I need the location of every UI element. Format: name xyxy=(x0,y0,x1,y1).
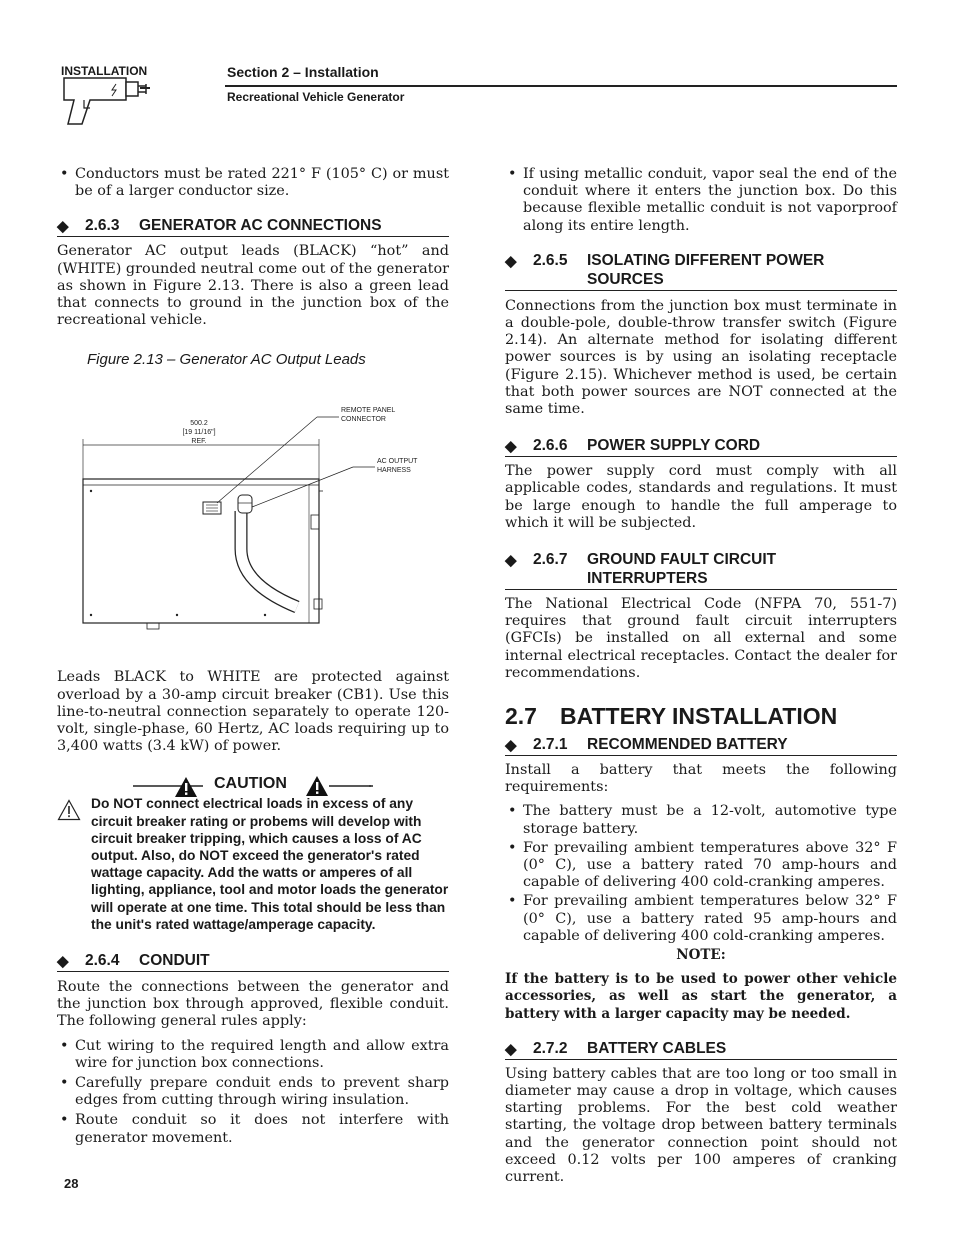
remote-panel-label-2: CONNECTOR xyxy=(341,416,386,424)
paragraph-2-7-2: Using battery cables that are too long or too small in diameter may cause a drop in voltage, which causes starting problems. For the best cold weather starting, the voltage drop between battery terminals and the generator connection point should not exceed 0.12 volts per 100 amperes of cranking current. xyxy=(505,1065,897,1185)
list-item: • Route conduit so it does not interfere with generator movement. xyxy=(57,1112,449,1146)
heading-2-6-4 xyxy=(57,951,449,972)
heading-2-6-5 xyxy=(505,251,897,291)
header-rule xyxy=(225,85,897,87)
heading-title: GENERATOR AC CONNECTIONS xyxy=(139,217,382,235)
figure-2-13-diagram xyxy=(57,379,449,641)
list-item: • Cut wiring to the required length and allow extra wire for junction box connections. xyxy=(57,1038,449,1072)
bullet-list-top-left xyxy=(57,166,449,200)
heading-title: GROUND FAULT CIRCUIT xyxy=(587,551,777,569)
note-body: If the battery is to be used to power other vehicle accessories, as well as start the generator, a battery with a larger capacity may be needed. xyxy=(505,971,897,1022)
warning-text: Do NOT connect electrical loads in excess of any circuit breaker rating or probems will develop with circuit breaker tripping, which causes a loss of AC output. Also, do NOT exceed the generator's rated wattage capacity. Add the watts or amperes of all lighting, appliance, tool and motor loads the generator will operate at one time. This total should be less than the unit's rated wattage/amperage capacity. xyxy=(91,796,449,932)
left-column xyxy=(57,166,449,1147)
diamond-icon: ◆ xyxy=(505,1040,517,1058)
dimension-label-3: REF. xyxy=(191,438,207,446)
paragraph-2-6-7: The National Electrical Code (NFPA 70, 551-7) requires that ground fault circuit interrupters (GFCIs) be installed on all external and some internal electrical receptacles. Contact the dealer for recommendations. xyxy=(505,596,897,681)
heading-number: 2.7 xyxy=(505,703,537,730)
paragraph-2-6-3: Generator AC output leads (BLACK) “hot” and (WHITE) grounded neutral come out of the generator as shown in Figure 2.13. There is also a green lead that connects to ground in the junction box of the recreational vehicle. xyxy=(57,243,449,329)
section-title: Section 2 – Installation xyxy=(227,64,379,80)
heading-number: 2.6.5 xyxy=(533,251,568,269)
heading-title: ISOLATING DIFFERENT POWER xyxy=(587,251,825,269)
list-item: • For prevailing ambient temperatures below 32° F (0° C), use a battery rated 95 amp-hours and capable of delivering 400 cold-cranking amperes. xyxy=(505,893,897,945)
remote-panel-label-1: REMOTE PANEL xyxy=(341,407,396,415)
page-number: 28 xyxy=(64,1176,79,1191)
paragraph-2-7-1: Install a battery that meets the following requirements: xyxy=(505,762,897,796)
heading-number: 2.6.6 xyxy=(533,437,568,455)
installation-tag: INSTALLATION xyxy=(61,64,148,78)
paragraph-2-6-6: The power supply cord must comply with all applicable codes, standards and regulations. It must be large enough to handle the full amperage to which it will be subjected. xyxy=(505,463,897,531)
heading-number: 2.7.2 xyxy=(533,1039,568,1057)
drill-icon xyxy=(60,74,152,128)
heading-2-7 xyxy=(505,702,897,730)
diamond-icon: ◆ xyxy=(505,252,517,270)
heading-number: 2.6.7 xyxy=(533,551,568,569)
list-item: • The battery must be a 12-volt, automotive type storage battery. xyxy=(505,803,897,837)
diamond-icon: ◆ xyxy=(505,438,517,456)
list-item: • Carefully prepare conduit ends to prevent sharp edges from cutting through wiring insulation. xyxy=(57,1075,449,1109)
heading-2-7-1 xyxy=(505,735,897,756)
heading-title: BATTERY INSTALLATION xyxy=(560,703,838,730)
list-item: • Conductors must be rated 221° F (105° C) or must be of a larger conductor size. xyxy=(57,166,449,200)
heading-number: 2.6.3 xyxy=(85,217,120,235)
list-item: • For prevailing ambient temperatures above 32° F (0° C), use a battery rated 70 amp-hours and capable of delivering 400 cold-cranking amperes. xyxy=(505,840,897,892)
diamond-icon: ◆ xyxy=(57,953,69,971)
heading-title-line-2: INTERRUPTERS xyxy=(587,570,708,588)
dimension-label-1: 500.2 xyxy=(190,420,208,428)
dimension-label-2: [19 11/16"] xyxy=(182,429,216,437)
bullet-list-top-right xyxy=(505,166,897,235)
heading-title-line-2: SOURCES xyxy=(587,270,664,288)
heading-2-7-2 xyxy=(505,1039,897,1060)
ac-output-label-1: AC OUTPUT xyxy=(377,458,418,466)
list-item: • If using metallic conduit, vapor seal the end of the conduit where it enters the junction box. Do this because flexible metallic conduit is not vaporproof along its entire length. xyxy=(505,166,897,235)
heading-2-6-6 xyxy=(505,436,897,457)
heading-title: BATTERY CABLES xyxy=(587,1039,727,1057)
bullet-list-2-7-1 xyxy=(505,803,897,945)
diamond-icon: ◆ xyxy=(505,552,517,570)
paragraph-2-6-4: Route the connections between the generator and the junction box through approved, flexible conduit. The following general rules apply: xyxy=(57,979,449,1030)
warning-outline-icon xyxy=(57,799,81,821)
heading-number: 2.6.4 xyxy=(85,952,120,970)
paragraph-2-6-5: Connections from the junction box must terminate in a double-pole, double-throw transfer switch (Figure 2.14). An alternate method for isolating different power sources is by using an isolating receptacle (Figure 2.15). Whichever method is used, be certain that both power sources are NOT connected at the same time. xyxy=(505,297,897,418)
ac-output-label-2: HARNESS xyxy=(377,467,411,475)
warning-triangle-icon xyxy=(305,775,329,797)
warning-text-block xyxy=(57,795,449,933)
heading-title: POWER SUPPLY CORD xyxy=(587,437,761,455)
paragraph-leads: Leads BLACK to WHITE are protected against overload by a 30-amp circuit breaker (CB1). Use this line-to-neutral connection separately to operate 120-volt, single-phase, 60 Hertz, AC loads requiring up to 3,400 watts (3.4 kW) of power. xyxy=(57,669,449,755)
diamond-icon: ◆ xyxy=(505,737,517,755)
heading-number: 2.7.1 xyxy=(533,736,568,754)
note-heading: NOTE: xyxy=(676,947,726,964)
bullet-list-2-6-4 xyxy=(57,1038,449,1147)
heading-title: RECOMMENDED BATTERY xyxy=(587,736,788,754)
figure-title: Figure 2.13 – Generator AC Output Leads xyxy=(87,351,366,369)
diamond-icon: ◆ xyxy=(57,218,69,236)
right-column xyxy=(505,166,897,1186)
section-subtitle: Recreational Vehicle Generator xyxy=(227,90,405,104)
heading-2-6-7 xyxy=(505,550,897,590)
heading-title: CONDUIT xyxy=(139,952,210,970)
caution-label: CAUTION xyxy=(214,775,287,793)
heading-2-6-3 xyxy=(57,216,449,237)
